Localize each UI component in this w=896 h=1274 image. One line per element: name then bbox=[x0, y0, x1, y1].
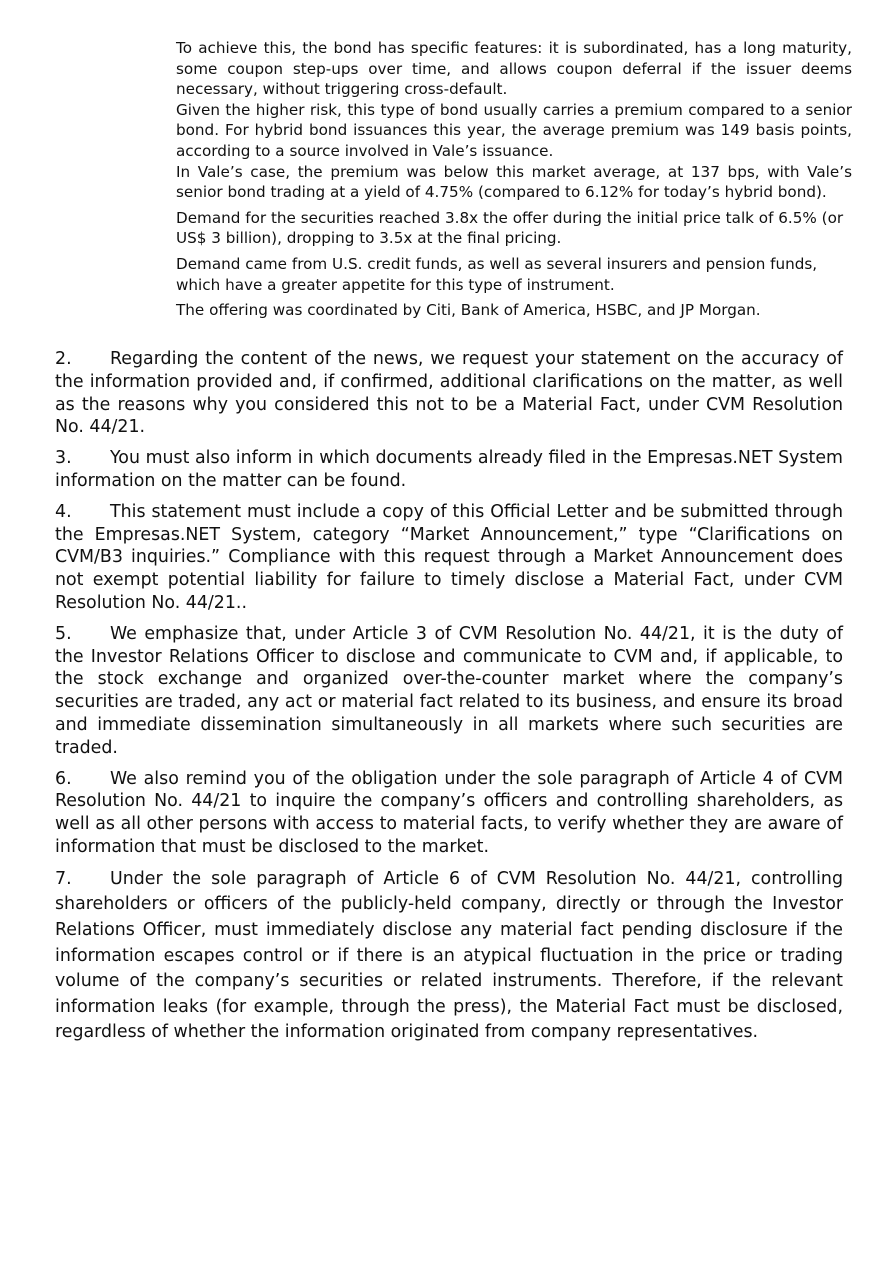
item-text: Under the sole paragraph of Article 6 of CVM Resolution No. 44/21, controlling shareholders or officers of the publicly-held company, directly or through the Investor Relations Officer, must immediately disclose any material fact pending disclosure if the information escapes control or if there is an atypical fluctuation in the price or trading volume of the company’s securities or related instruments. Therefore, if the relevant information leaks (for example, through the press), the Material Fact must be disclosed, regardless of whether the information originated from company representatives. bbox=[55, 868, 843, 1043]
item-number: 6. bbox=[55, 768, 72, 789]
quote-paragraph: Demand for the securities reached 3.8x the offer during the initial price talk of 6.5% (or US$ 3 billion), dropping to 3.5x at the final pricing. bbox=[176, 208, 844, 248]
numbered-item bbox=[55, 623, 843, 760]
quoted-news-block bbox=[176, 38, 852, 321]
numbered-item bbox=[55, 447, 843, 493]
quote-paragraph: To achieve this, the bond has specific features: it is subordinated, has a long maturity, some coupon step-ups over time, and allows coupon deferral if the issuer deems necessary, without triggering cross-default. bbox=[176, 39, 852, 99]
item-number: 2. bbox=[55, 349, 72, 369]
item-number: 3. bbox=[55, 448, 72, 469]
numbered-items bbox=[55, 348, 843, 1054]
item-number: 4. bbox=[55, 501, 72, 522]
numbered-item bbox=[55, 348, 843, 439]
numbered-item bbox=[55, 501, 843, 615]
quote-paragraph: The offering was coordinated by Citi, Bank of America, HSBC, and JP Morgan. bbox=[176, 301, 761, 320]
item-text: You must also inform in which documents already filed in the Empresas.NET System information on the matter can be found. bbox=[55, 448, 843, 491]
quote-paragraph: Given the higher risk, this type of bond usually carries a premium compared to a senior bond. For hybrid bond issuances this year, the average premium was 149 basis points, according to a source involved in Vale’s issuance. bbox=[176, 100, 852, 160]
quote-paragraph: Demand came from U.S. credit funds, as well as several insurers and pension funds, which have a greater appetite for this type of instrument. bbox=[176, 254, 818, 294]
item-text: Regarding the content of the news, we request your statement on the accuracy of the information provided and, if confirmed, additional clarifications on the matter, as well as the reasons why you considered this not to be a Material Fact, under CVM Resolution No. 44/21. bbox=[55, 349, 843, 438]
item-text: We emphasize that, under Article 3 of CVM Resolution No. 44/21, it is the duty of the Investor Relations Officer to disclose and communicate to CVM and, if applicable, to the stock exchange and organized over-the-counter market where the company’s securities are traded, any act or material fact related to its business, and ensure its broad and immediate dissemination simultaneously in all markets where such securities are traded. bbox=[55, 623, 843, 758]
numbered-item bbox=[55, 867, 843, 1046]
item-number: 7. bbox=[55, 868, 72, 889]
numbered-item bbox=[55, 768, 843, 859]
item-text: This statement must include a copy of this Official Letter and be submitted through the Empresas.NET System, category “Market Announcement,” type “Clarifications on CVM/B3 inquiries.” Compliance with this request through a Market Announcement does not exempt potential liability for failure to timely disclose a Material Fact, under CVM Resolution No. 44/21.. bbox=[55, 501, 843, 613]
item-number: 5. bbox=[55, 623, 72, 644]
item-text: We also remind you of the obligation under the sole paragraph of Article 4 of CVM Resolution No. 44/21 to inquire the company’s officers and controlling shareholders, as well as all other persons with access to material facts, to verify whether they are aware of information that must be disclosed to the market. bbox=[55, 768, 843, 857]
quote-paragraph: In Vale’s case, the premium was below this market average, at 137 bps, with Vale’s senior bond trading at a yield of 4.75% (compared to 6.12% for today’s hybrid bond). bbox=[176, 162, 852, 202]
